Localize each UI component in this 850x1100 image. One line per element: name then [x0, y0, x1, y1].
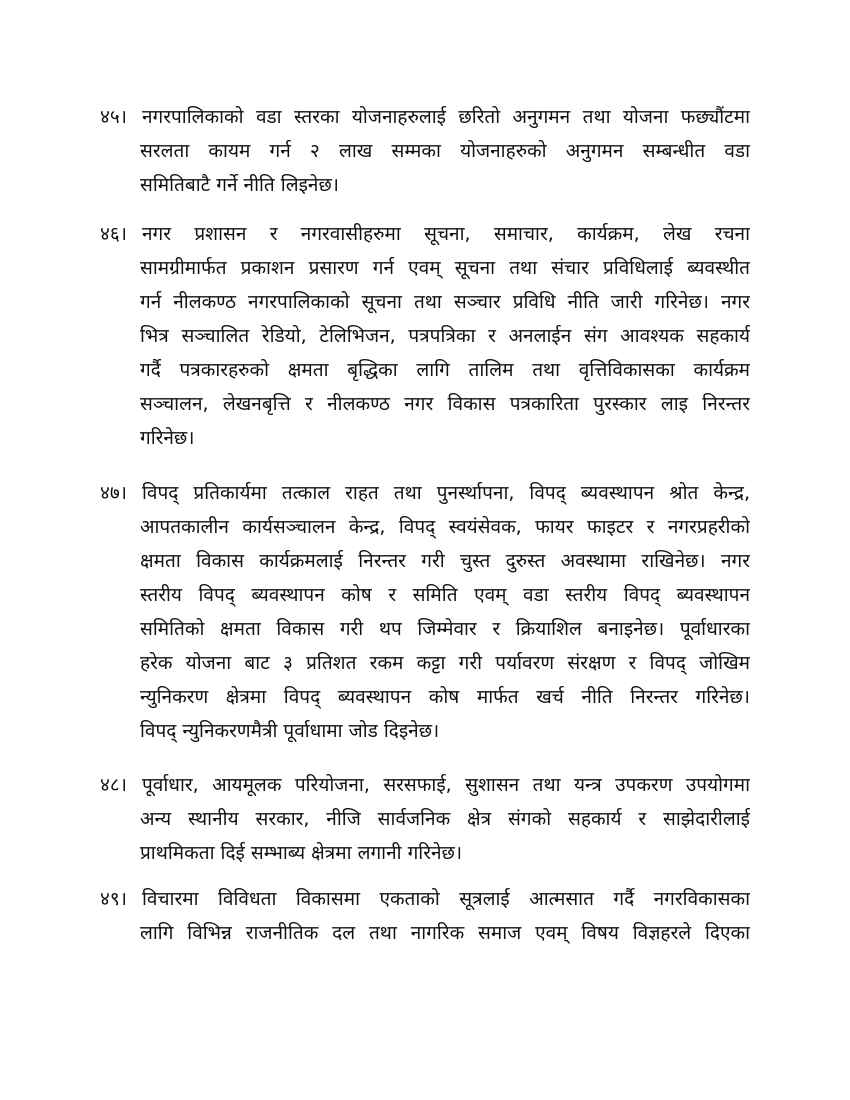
- text-line: न्युनिकरण क्षेत्रमा विपद् ब्यवस्थापन कोष मार्फत खर्च नीति निरन्तर गरिनेछ।: [140, 686, 750, 708]
- paragraph-number: ४८।: [100, 774, 127, 796]
- paragraph-49: [100, 882, 750, 950]
- text-line: लागि विभिन्न राजनीतिक दल तथा नागरिक समाज एवम् विषय विज्ञहरले दिएका: [140, 922, 750, 944]
- text-line: पूर्वाधार, आयमूलक परियोजना, सरसफाई, सुशासन तथा यन्त्र उपकरण उपयोगमा: [142, 774, 750, 796]
- paragraph-45: [100, 100, 750, 202]
- paragraph-number: ४७।: [100, 482, 127, 504]
- text-line: प्राथमिकता दिई सम्भाब्य क्षेत्रमा लगानी गरिनेछ।: [140, 842, 463, 864]
- text-line: क्षमता विकास कार्यक्रमलाई निरन्तर गरी चुस्त दुरुस्त अवस्थामा राखिनेछ। नगर: [140, 550, 750, 572]
- text-line: अन्य स्थानीय सरकार, नीजि सार्वजनिक क्षेत्र संगको सहकार्य र साझेदारीलाई: [140, 808, 750, 830]
- text-line: गरिनेछ।: [140, 427, 195, 449]
- text-line: समितिबाटै गर्ने नीति लिइनेछ।: [140, 174, 339, 196]
- text-line: नगर प्रशासन र नगरवासीहरुमा सूचना, समाचार, कार्यक्रम, लेख रचना: [142, 223, 750, 245]
- text-line: सरलता कायम गर्न २ लाख सम्मका योजनाहरुको अनुगमन सम्बन्धीत वडा: [140, 140, 750, 162]
- text-line: गर्न नीलकण्ठ नगरपालिकाको सूचना तथा सञ्चार प्रविधि नीति जारी गरिनेछ। नगर: [140, 291, 750, 313]
- text-line: विचारमा विविधता विकासमा एकताको सूत्रलाई आत्मसात गर्दै नगरविकासका: [142, 888, 750, 910]
- text-line: सामग्रीमार्फत प्रकाशन प्रसारण गर्न एवम् सूचना तथा संचार प्रविधिलाई ब्यवस्थीत: [140, 257, 750, 279]
- paragraph-number: ४६।: [100, 223, 127, 245]
- paragraph-46: [100, 217, 750, 455]
- text-line: विपद् न्युनिकरणमैत्री पूर्वाधामा जोड दिइनेछ।: [140, 720, 440, 742]
- text-line: सञ्चालन, लेखनबृत्ति र नीलकण्ठ नगर विकास पत्रकारिता पुरस्कार लाइ निरन्तर: [140, 393, 750, 415]
- paragraph-number: ४९।: [100, 888, 127, 910]
- paragraph-47: [100, 476, 750, 748]
- text-line: हरेक योजना बाट ३ प्रतिशत रकम कट्टा गरी पर्यावरण संरक्षण र विपद् जोखिम: [140, 652, 750, 674]
- text-line: भित्र सञ्चालित रेडियो, टेलिभिजन, पत्रपत्रिका र अनलाईन संग आवश्यक सहकार्य: [140, 325, 750, 347]
- paragraph-48: [100, 768, 750, 870]
- text-line: गर्दै पत्रकारहरुको क्षमता बृद्धिका लागि तालिम तथा वृत्तिविकासका कार्यक्रम: [140, 359, 750, 381]
- text-line: विपद् प्रतिकार्यमा तत्काल राहत तथा पुनर्स्थापना, विपद् ब्यवस्थापन श्रोत केन्द्र,: [142, 482, 750, 504]
- paragraph-number: ४५।: [100, 106, 127, 128]
- text-line: नगरपालिकाको वडा स्तरका योजनाहरुलाई छरितो अनुगमन तथा योजना फछ्यौंटमा: [142, 106, 750, 128]
- text-line: स्तरीय विपद् ब्यवस्थापन कोष र समिति एवम् वडा स्तरीय विपद् ब्यवस्थापन: [140, 584, 750, 606]
- text-line: आपतकालीन कार्यसञ्चालन केन्द्र, विपद् स्वयंसेवक, फायर फाइटर र नगरप्रहरीको: [140, 516, 750, 538]
- text-line: समितिको क्षमता विकास गरी थप जिम्मेवार र क्रियाशिल बनाइनेछ। पूर्वाधारका: [140, 618, 750, 640]
